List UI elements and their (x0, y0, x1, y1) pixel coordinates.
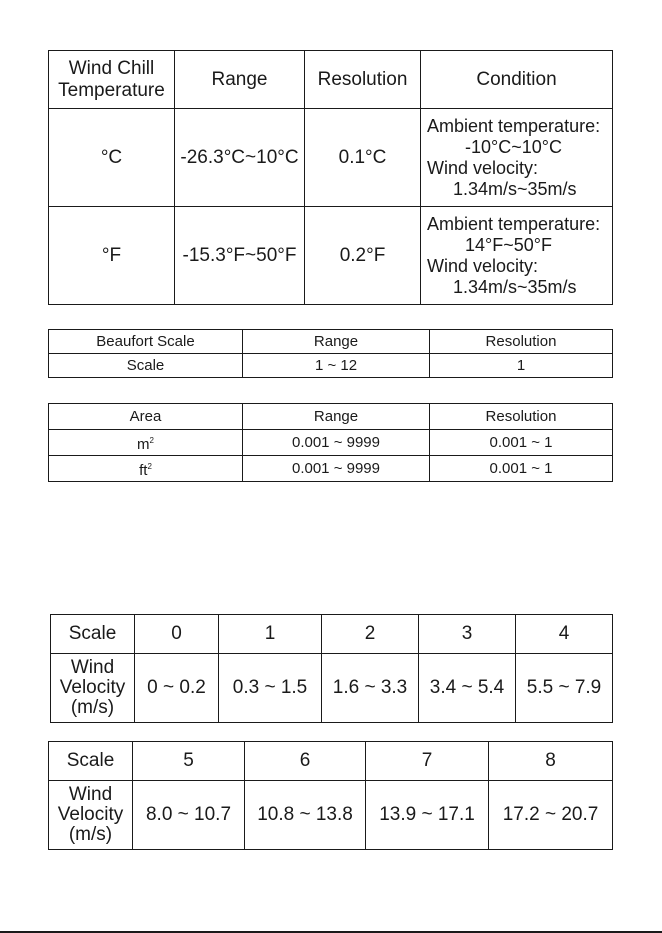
resolution-cell: 0.001 ~ 1 (430, 456, 613, 482)
header-line: Wind Chill (68, 57, 155, 79)
unit-exponent: 2 (147, 462, 152, 471)
header-resolution: Resolution (430, 330, 613, 354)
condition-line: 14°F~50°F (465, 234, 552, 255)
header-range: Range (243, 404, 430, 430)
velocity-label (51, 654, 135, 723)
scale-cell: 6 (245, 742, 366, 781)
scale-row (49, 742, 613, 781)
unit-base: m (137, 436, 150, 453)
velocity-cell: 0.3 ~ 1.5 (219, 654, 322, 723)
unit-exponent: 2 (149, 436, 154, 445)
scale-cell: 3 (419, 615, 516, 654)
header-range: Range (175, 51, 305, 109)
table-header-row (49, 404, 613, 430)
unit-base: ft (139, 462, 148, 479)
header-area: Area (49, 404, 243, 430)
range-cell: -26.3°C~10°C (175, 109, 305, 207)
table-row (49, 109, 613, 207)
velocity-cell: 13.9 ~ 17.1 (366, 781, 489, 850)
range-cell: 1 ~ 12 (243, 354, 430, 378)
condition-line: Ambient temperature: (427, 213, 601, 234)
wind-chill-table (48, 50, 613, 305)
velocity-label (49, 781, 133, 850)
unit-cell (49, 456, 243, 482)
condition-line: -10°C~10°C (465, 136, 562, 157)
beaufort-scale-table (48, 329, 613, 378)
velocity-row (51, 654, 613, 723)
table-row (49, 354, 613, 378)
velocity-cell: 0 ~ 0.2 (135, 654, 219, 723)
header-resolution: Resolution (305, 51, 421, 109)
condition-line: Wind velocity: (427, 157, 539, 178)
unit-cell: °C (49, 109, 175, 207)
condition-line: Wind velocity: (427, 255, 539, 276)
velocity-label-line: Wind (68, 784, 113, 805)
condition-line: 1.34m/s~35m/s (453, 276, 577, 297)
velocity-cell: 3.4 ~ 5.4 (419, 654, 516, 723)
range-cell: 0.001 ~ 9999 (243, 456, 430, 482)
resolution-cell: 0.001 ~ 1 (430, 430, 613, 456)
velocity-cell: 17.2 ~ 20.7 (489, 781, 613, 850)
condition-cell (421, 109, 613, 207)
condition-line: 1.34m/s~35m/s (453, 178, 577, 199)
wind-velocity-table-1 (50, 614, 613, 723)
table-row (49, 430, 613, 456)
velocity-label-line: Velocity (57, 804, 124, 825)
resolution-cell: 0.2°F (305, 207, 421, 305)
scale-label: Scale (49, 742, 133, 781)
scale-cell: 2 (322, 615, 419, 654)
resolution-cell: 1 (430, 354, 613, 378)
condition-line: Ambient temperature: (427, 115, 601, 136)
table-row (49, 207, 613, 305)
velocity-cell: 5.5 ~ 7.9 (516, 654, 613, 723)
wind-velocity-table-2 (48, 741, 613, 850)
header-wind-chill-temperature (49, 51, 175, 109)
scale-cell: 0 (135, 615, 219, 654)
velocity-label-line: (m/s) (68, 824, 113, 845)
table-header-row (49, 330, 613, 354)
header-beaufort-scale: Beaufort Scale (49, 330, 243, 354)
table-header-row (49, 51, 613, 109)
area-table (48, 403, 613, 482)
scale-label: Scale (51, 615, 135, 654)
header-resolution: Resolution (430, 404, 613, 430)
scale-cell: 7 (366, 742, 489, 781)
scale-cell: 8 (489, 742, 613, 781)
velocity-label-line: (m/s) (70, 697, 115, 718)
resolution-cell: 0.1°C (305, 109, 421, 207)
range-cell: -15.3°F~50°F (175, 207, 305, 305)
unit-cell (49, 430, 243, 456)
scale-cell: 1 (219, 615, 322, 654)
header-range: Range (243, 330, 430, 354)
velocity-label-line: Velocity (59, 677, 126, 698)
range-cell: 0.001 ~ 9999 (243, 430, 430, 456)
velocity-label-line: Wind (70, 657, 115, 678)
header-condition: Condition (421, 51, 613, 109)
velocity-cell: 10.8 ~ 13.8 (245, 781, 366, 850)
unit-cell: °F (49, 207, 175, 305)
scale-cell: Scale (49, 354, 243, 378)
table-row (49, 456, 613, 482)
velocity-cell: 1.6 ~ 3.3 (322, 654, 419, 723)
scale-row (51, 615, 613, 654)
scale-cell: 5 (133, 742, 245, 781)
scale-cell: 4 (516, 615, 613, 654)
header-line: Temperature (58, 79, 165, 101)
velocity-row (49, 781, 613, 850)
velocity-cell: 8.0 ~ 10.7 (133, 781, 245, 850)
condition-cell (421, 207, 613, 305)
